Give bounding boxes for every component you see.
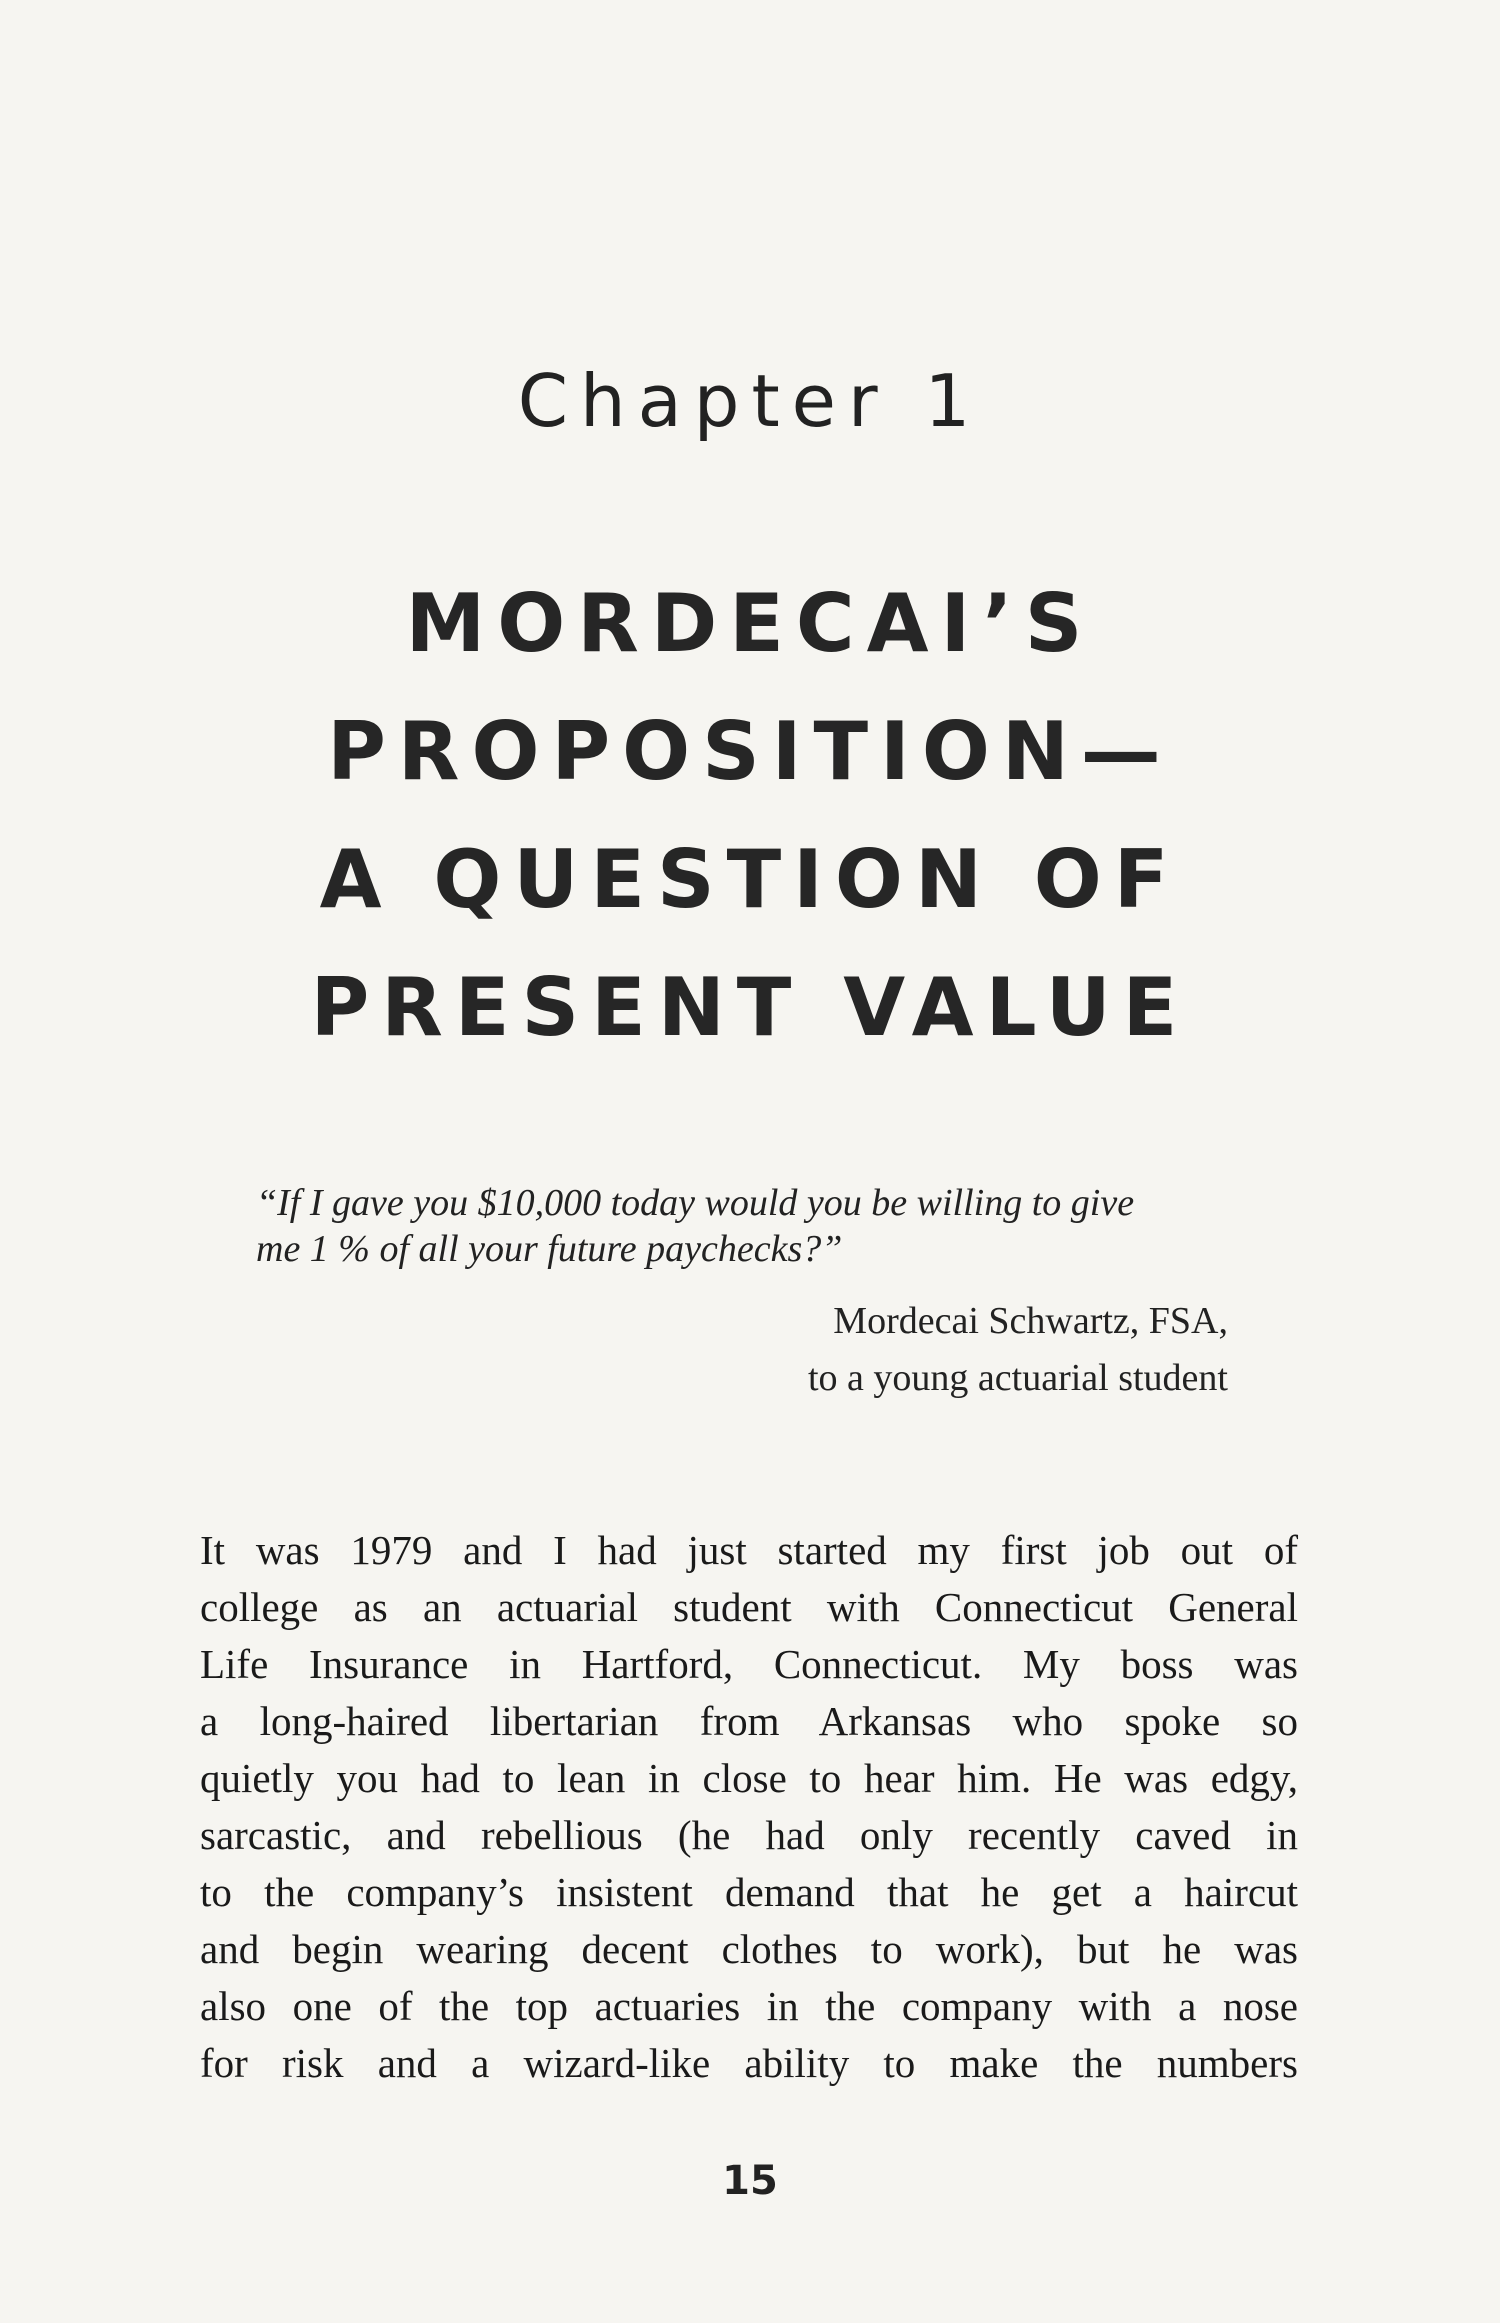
body-paragraph (200, 1522, 1298, 2092)
body-line: It was 1979 and I had just started my first job out of (200, 1527, 1298, 1573)
body-line: quietly you had to lean in close to hear him. He was edgy, (200, 1755, 1298, 1801)
attribution-line: to a young actuarial student (808, 1357, 1228, 1399)
body-line: to the company’s insistent demand that he get a haircut (200, 1869, 1298, 1915)
body-line: college as an actuarial student with Connecticut General (200, 1584, 1298, 1630)
body-line: a long-haired libertarian from Arkansas who spoke so (200, 1698, 1298, 1744)
epigraph-attribution (808, 1293, 1228, 1407)
page-number: 15 (722, 2158, 778, 2204)
attribution-line: Mordecai Schwartz, FSA, (833, 1300, 1228, 1342)
epigraph-quote (256, 1180, 1256, 1272)
body-line: Life Insurance in Hartford, Connecticut. My boss was (200, 1641, 1298, 1687)
chapter-title-line: MORDECAI’S (405, 577, 1095, 670)
epigraph-quote-line: me 1 % of all your future paychecks?” (256, 1228, 843, 1270)
epigraph-quote-line: “If I gave you $10,000 today would you be willing to give (256, 1182, 1135, 1224)
chapter-title-line: PRESENT VALUE (310, 961, 1190, 1054)
chapter-title-line: A QUESTION OF (319, 833, 1181, 926)
body-line: also one of the top actuaries in the company with a nose (200, 1983, 1298, 2029)
chapter-title-line: PROPOSITION— (327, 705, 1173, 798)
body-line: sarcastic, and rebellious (he had only recently caved in (200, 1812, 1298, 1858)
chapter-label: Chapter 1 (517, 359, 983, 443)
chapter-title (0, 560, 1500, 1072)
body-line: and begin wearing decent clothes to work), but he was (200, 1926, 1298, 1972)
body-line: for risk and a wizard-like ability to make the numbers (200, 2040, 1298, 2086)
